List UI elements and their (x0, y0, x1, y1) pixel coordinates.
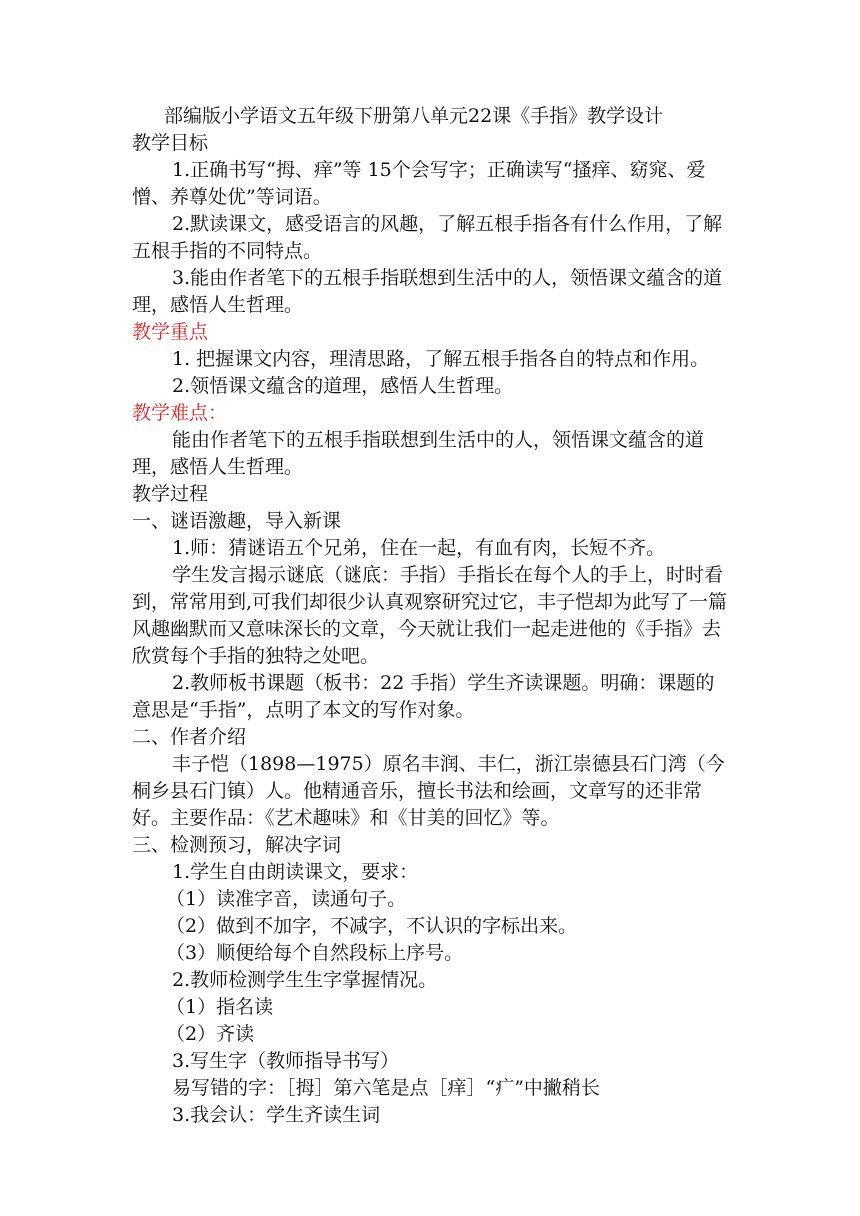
document-title: 部编版小学语文五年级下册第八单元22课《手指》教学设计 (164, 105, 664, 127)
goals-heading: 教学目标 (132, 132, 209, 154)
difficulties-heading: 教学难点： (132, 402, 228, 424)
section3-s2: 2.教师检测学生生字掌握情况。 (172, 969, 438, 991)
section1-p1: 1.师：猜谜语五个兄弟，住在一起，有血有肉，长短不齐。 (172, 537, 666, 559)
goal-item-3: 3.能由作者笔下的五根手指联想到生活中的人，领悟课文蕴含的道理，感悟人生哲理。 (132, 267, 723, 316)
key-point-2: 2.领悟课文蕴含的道理，感悟人生哲理。 (172, 375, 514, 397)
difficulties-text: 能由作者笔下的五根手指联想到生活中的人，领悟课文蕴含的道理，感悟人生哲理。 (132, 429, 705, 478)
section3-s1-item-1: （1）读准字音，读通句子。 (166, 888, 407, 910)
section1-p3: 2.教师板书课题（板书：22 手指）学生齐读课题。明确：课题的意思是“手指”，点明了本文的写作对象。 (132, 672, 715, 721)
key-point-1: 1. 把握课文内容，理清思路，了解五根手指各自的特点和作用。 (172, 348, 710, 370)
section3-s1-item-2: （2）做到不加字，不减字，不认识的字标出来。 (166, 915, 578, 937)
section2-heading: 二、作者介绍 (132, 726, 247, 748)
key-points-heading: 教学重点 (132, 321, 209, 343)
process-heading: 教学过程 (132, 483, 209, 505)
document-body (132, 103, 732, 1129)
section3-s2-item-2: （2）齐读 (166, 1023, 255, 1045)
section1-heading: 一、谜语激趣，导入新课 (132, 510, 342, 532)
section2-p1: 丰子恺（1898—1975）原名丰润、丰仁，浙江崇德县石门湾（今桐乡县石门镇）人。他精通音乐，擅长书法和绘画，文章写的还非常好。主要作品：《艺术趣味》和《甘美的回忆》等。 (132, 753, 725, 829)
section3-s3-note: 易写错的字：［拇］第六笔是点［痒］“疒”中撇稍长 (172, 1077, 600, 1099)
section3-s1: 1.学生自由朗读课文，要求： (172, 861, 419, 883)
section3-s3: 3.写生字（教师指导书写） (172, 1050, 400, 1072)
section3-s1-item-3: （3）顺便给每个自然段标上序号。 (166, 942, 464, 964)
section3-heading: 三、检测预习，解决字词 (132, 834, 342, 856)
section3-s4: 3.我会认：学生齐读生词 (172, 1104, 381, 1126)
section3-s2-item-1: （1）指名读 (166, 996, 274, 1018)
goal-item-1: 1.正确书写“拇、痒”等 15个会写字；正确读写“搔痒、窈窕、爱憎、养尊处优”等词语。 (132, 159, 706, 208)
goal-item-2: 2.默读课文，感受语言的风趣，了解五根手指各有什么作用，了解五根手指的不同特点。 (132, 213, 723, 262)
section1-p2: 学生发言揭示谜底（谜底：手指）手指长在每个人的手上，时时看到，常常用到,可我们却很少认真观察研究过它，丰子恺却为此写了一篇风趣幽默而又意味深长的文章，今天就让我们一起走进他的《手指》去欣赏每个手指的独特之处吧。 (132, 564, 728, 667)
